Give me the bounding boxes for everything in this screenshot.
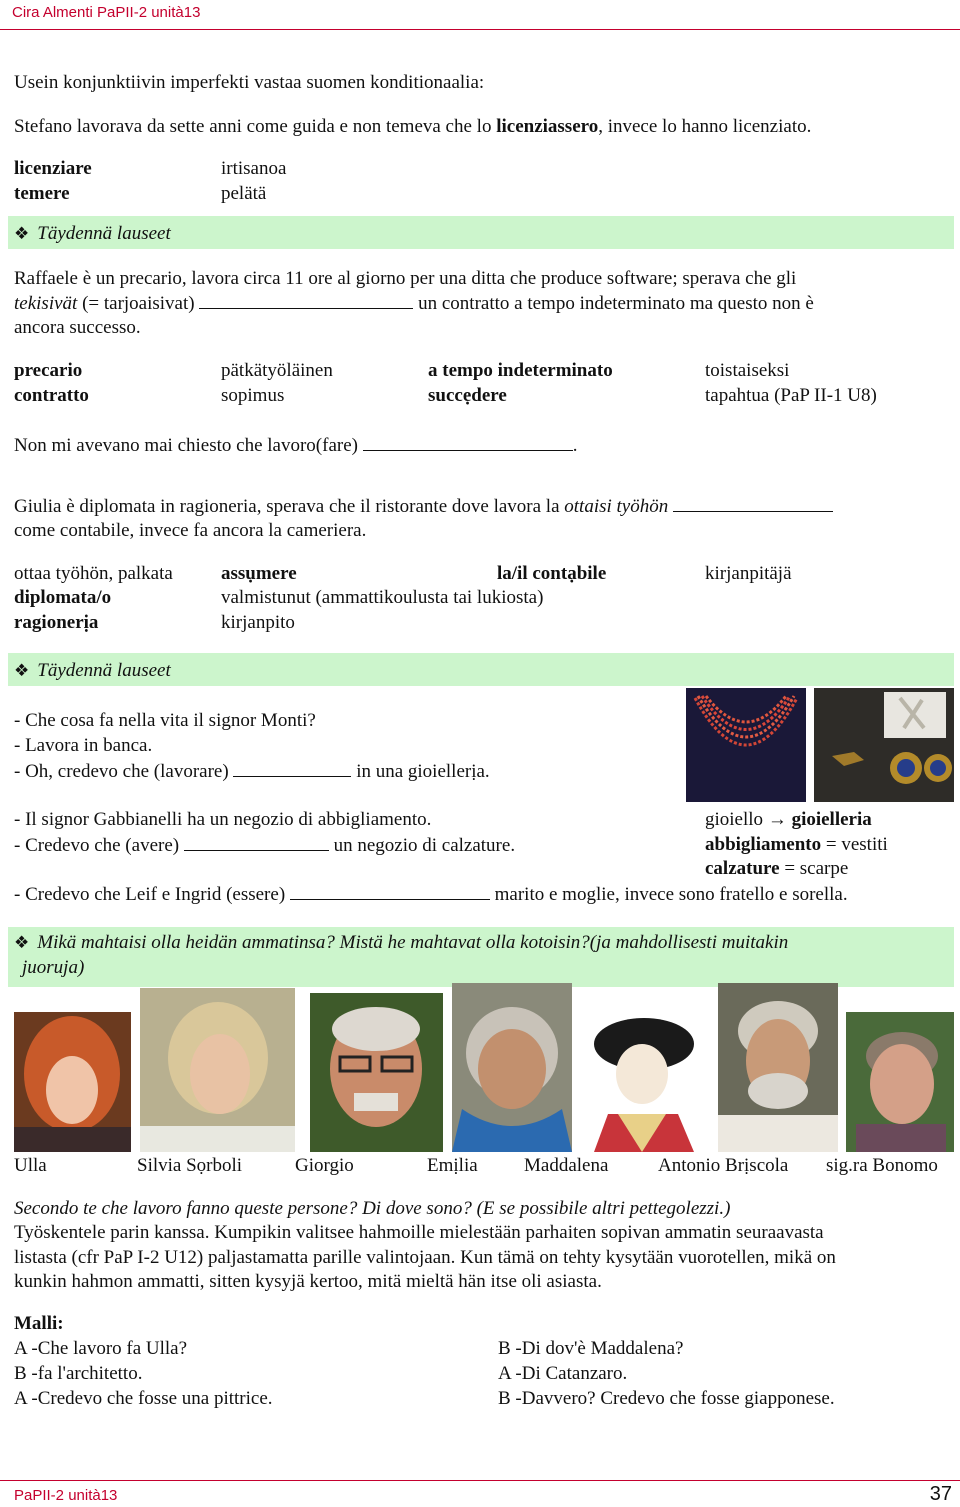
model-line: A -Credevo che fosse una pittrice. bbox=[14, 1388, 273, 1409]
task-label-row bbox=[14, 932, 788, 954]
glossary-word-bold: abbigliamento bbox=[705, 834, 822, 855]
dialog-text-end: un negozio di calzature. bbox=[333, 835, 516, 856]
exercise-keyword: tekisivät bbox=[14, 293, 78, 314]
intro-keyword: licenziassero bbox=[496, 116, 599, 137]
footer-title: PaPII-2 unità13 bbox=[14, 1487, 118, 1504]
dialog-text-end: marito e moglie, invece sono fratello e sorella. bbox=[494, 884, 848, 905]
dialog-line bbox=[14, 834, 515, 857]
dialog-text: - Credevo che (avere) bbox=[14, 835, 180, 856]
dialog-text: - Oh, credevo che (lavorare) bbox=[14, 761, 229, 782]
task-label-row bbox=[14, 223, 171, 245]
task-label-row bbox=[14, 660, 171, 682]
dialog-line bbox=[14, 760, 490, 783]
vocab-translation: sopimus bbox=[221, 385, 285, 406]
glossary-line bbox=[705, 858, 848, 880]
task-label: Täydennä lauseet bbox=[37, 223, 171, 244]
portrait-ulla bbox=[14, 1012, 131, 1152]
vocab-translation: ottaa työhön, palkata bbox=[14, 563, 173, 584]
answer-blank[interactable] bbox=[184, 834, 329, 851]
glossary-line bbox=[705, 834, 888, 856]
portrait-giorgio bbox=[310, 993, 443, 1152]
portrait-maddalena-icon bbox=[578, 1014, 708, 1152]
dialog-text-end: in una gioiellerịa. bbox=[356, 761, 490, 782]
vocab-translation: tapahtua (PaP II-1 U8) bbox=[705, 385, 877, 406]
glossary-definition: = scarpe bbox=[779, 858, 849, 879]
vocab-translation: kirjanpito bbox=[221, 612, 295, 633]
jewelry-box-image bbox=[814, 688, 954, 802]
exercise-line: Raffaele è un precario, lavora circa 11 ore al giorno per una ditta che produce software; sperava che gli bbox=[14, 268, 797, 289]
model-line: B -Davvero? Credevo che fosse giapponese. bbox=[498, 1388, 835, 1409]
jewelry-box-icon bbox=[814, 688, 954, 802]
exercise-line bbox=[14, 292, 814, 315]
exercise-line: come contabile, invece fa ancora la cameriera. bbox=[14, 520, 367, 541]
dialog-line bbox=[14, 883, 848, 906]
glossary-word: gioiello bbox=[705, 809, 764, 830]
portrait-silvia bbox=[140, 988, 295, 1152]
person-name: Silvia Sọrboli bbox=[137, 1155, 243, 1176]
vocab-word: ragionerịa bbox=[14, 612, 99, 633]
person-name: sig.ra Bonomo bbox=[826, 1155, 938, 1176]
task-question: Mikä mahtaisi olla heidän ammatinsa? Mistä he mahtavat olla kotoisin?(ja mahdollisesti muitakin bbox=[37, 932, 789, 953]
vocab-word: succẹdere bbox=[428, 385, 507, 406]
task-label: Täydennä lauseet bbox=[37, 660, 171, 681]
task-question-cont: juoruja) bbox=[22, 957, 85, 978]
portrait-silvia-icon bbox=[140, 988, 295, 1152]
vocab-word: la/il contạbile bbox=[497, 563, 607, 584]
coral-necklace-icon bbox=[686, 688, 806, 802]
answer-blank[interactable] bbox=[673, 495, 833, 512]
vocab-translation: valmistunut (ammattikoulusta tai lukiosta) bbox=[221, 587, 544, 608]
portrait-emilia bbox=[452, 983, 572, 1152]
model-line: A -Di Catanzaro. bbox=[498, 1363, 628, 1384]
exercise-line: ancora successo. bbox=[14, 317, 141, 338]
header-rule bbox=[0, 29, 960, 30]
dialog-text: - Credevo che Leif e Ingrid (essere) bbox=[14, 884, 286, 905]
coral-necklace-image bbox=[686, 688, 806, 802]
person-name: Giorgio bbox=[295, 1155, 354, 1176]
model-line: B -Di dov'è Maddalena? bbox=[498, 1338, 684, 1359]
vocab-word: diplomata/o bbox=[14, 587, 112, 608]
exercise-line bbox=[14, 495, 833, 518]
vocab-word: a tempo indeterminato bbox=[428, 360, 613, 381]
portrait-giorgio-icon bbox=[310, 993, 443, 1152]
glossary-line bbox=[705, 809, 872, 831]
person-name: Ulla bbox=[14, 1155, 47, 1176]
exercise-text-end: . bbox=[572, 435, 578, 456]
glossary-word-bold: gioielleria bbox=[791, 809, 872, 830]
portrait-antonio bbox=[718, 983, 838, 1152]
arrow-right-icon: → bbox=[767, 809, 787, 830]
model-title: Malli: bbox=[14, 1313, 64, 1334]
exercise-text: un contratto a tempo indeterminato ma questo non è bbox=[413, 293, 814, 314]
portrait-bonomo bbox=[846, 1012, 954, 1152]
page-number: 37 bbox=[929, 1483, 952, 1505]
vocab-word: contratto bbox=[14, 385, 89, 406]
dialog-line: - Che cosa fa nella vita il signor Monti? bbox=[14, 710, 316, 731]
diamond-bullet-icon: ❖ bbox=[14, 933, 30, 952]
portrait-emilia-icon bbox=[452, 983, 572, 1152]
portrait-maddalena bbox=[578, 1014, 708, 1152]
portrait-antonio-icon bbox=[718, 983, 838, 1152]
instruction-line: Työskentele parin kanssa. Kumpikin valitsee hahmoille mielestään parhaiten sopivan ammatin seuraavasta bbox=[14, 1222, 824, 1243]
vocab-word: temere bbox=[14, 183, 70, 204]
dialog-line: - Il signor Gabbianelli ha un negozio di abbigliamento. bbox=[14, 809, 432, 830]
model-line: B -fa l'architetto. bbox=[14, 1363, 143, 1384]
person-name: Emịlia bbox=[427, 1155, 478, 1176]
vocab-word: licenziare bbox=[14, 158, 92, 179]
glossary-definition: = vestiti bbox=[821, 834, 888, 855]
answer-blank[interactable] bbox=[290, 883, 490, 900]
person-name: Maddalena bbox=[524, 1155, 609, 1176]
intro-text: Stefano lavorava da sette anni come guida e non temeva che lo bbox=[14, 116, 497, 137]
vocab-translation: pelätä bbox=[221, 183, 267, 204]
footer-rule bbox=[0, 1480, 960, 1481]
exercise-keyword: ottaisi työhön bbox=[564, 496, 669, 517]
header-title: Cira Almenti PaPII-2 unità13 bbox=[12, 4, 201, 21]
answer-blank[interactable] bbox=[363, 434, 573, 451]
exercise-text: (= tarjoaisivat) bbox=[77, 293, 200, 314]
exercise-text: Non mi avevano mai chiesto che lavoro(fare) bbox=[14, 435, 358, 456]
exercise-line bbox=[14, 434, 577, 457]
answer-blank[interactable] bbox=[199, 292, 413, 309]
vocab-word: precario bbox=[14, 360, 83, 381]
instruction-line: listasta (cfr PaP I-2 U12) paljastamatta parille valintojaan. Kun tämä on tehty kysytään vuorotellen, mikä on bbox=[14, 1247, 836, 1268]
portrait-bonomo-icon bbox=[846, 1012, 954, 1152]
intro-text-end: , invece lo hanno licenziato. bbox=[598, 116, 812, 137]
model-line: A -Che lavoro fa Ulla? bbox=[14, 1338, 188, 1359]
portrait-ulla-icon bbox=[14, 1012, 131, 1152]
instruction-question: Secondo te che lavoro fanno queste persone? Di dove sono? (E se possibile altri pettegolezzi.) bbox=[14, 1198, 731, 1219]
vocab-translation: irtisanoa bbox=[221, 158, 287, 179]
vocab-word: assụmere bbox=[221, 563, 297, 584]
instruction-line: kunkin hahmon ammatti, sitten kysyjä kertoo, mitä mieltä hän itse oli asiasta. bbox=[14, 1271, 602, 1292]
dialog-line: - Lavora in banca. bbox=[14, 735, 153, 756]
vocab-translation: pätkätyöläinen bbox=[221, 360, 333, 381]
diamond-bullet-icon: ❖ bbox=[14, 661, 30, 680]
intro-line-2 bbox=[14, 116, 811, 138]
intro-line-1: Usein konjunktiivin imperfekti vastaa suomen konditionaalia: bbox=[14, 72, 485, 93]
answer-blank[interactable] bbox=[233, 760, 351, 777]
vocab-translation: toistaiseksi bbox=[705, 360, 790, 381]
diamond-bullet-icon: ❖ bbox=[14, 224, 30, 243]
vocab-translation: kirjanpitäjä bbox=[705, 563, 792, 584]
person-name: Antonio Brịscola bbox=[658, 1155, 789, 1176]
exercise-text: Giulia è diplomata in ragioneria, sperava che il ristorante dove lavora la bbox=[14, 496, 565, 517]
glossary-word-bold: calzature bbox=[705, 858, 780, 879]
